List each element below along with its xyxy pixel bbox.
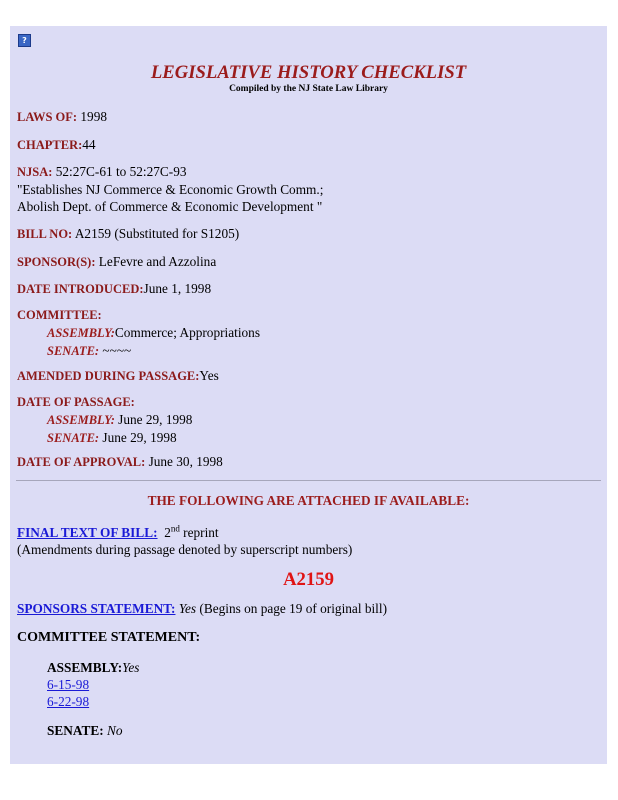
passage-assembly-value: June 29, 1998 xyxy=(114,412,193,427)
cs-assembly-link-2[interactable]: 6-22-98 xyxy=(47,694,90,709)
date-introduced-value: June 1, 1998 xyxy=(143,281,212,296)
njsa-description-1: "Establishes NJ Commerce & Economic Growth Comm.; xyxy=(17,182,324,197)
amended-row xyxy=(17,367,219,385)
final-text-suffix: reprint xyxy=(179,525,219,540)
committee-senate-label: SENATE: xyxy=(47,344,100,358)
final-text-link[interactable]: FINAL TEXT OF BILL: xyxy=(17,525,158,540)
bill-no-row xyxy=(17,225,239,243)
date-introduced-label: DATE INTRODUCED: xyxy=(17,282,144,296)
final-text-sup: nd xyxy=(170,523,180,534)
bill-no-label: BILL NO: xyxy=(17,227,73,241)
cs-senate-row xyxy=(47,722,123,739)
cs-assembly-value: Yes xyxy=(122,660,140,675)
sponsors-statement-value: Yes xyxy=(178,601,197,616)
cs-assembly-link-1[interactable]: 6-15-98 xyxy=(47,677,90,692)
laws-of-value: 1998 xyxy=(77,109,107,124)
cs-senate-label: SENATE: xyxy=(47,723,104,738)
passage-assembly-label: ASSEMBLY: xyxy=(47,413,115,427)
committee-block xyxy=(17,307,260,360)
committee-assembly-value: Commerce; Appropriations xyxy=(114,325,260,340)
njsa-label: NJSA: xyxy=(17,165,53,179)
amended-label: AMENDED DURING PASSAGE: xyxy=(17,369,200,383)
sponsors-statement-note: (Begins on page 19 of original bill) xyxy=(196,601,388,616)
sponsors-value: LeFevre and Azzolina xyxy=(95,254,217,269)
chapter-row xyxy=(17,136,96,154)
sponsors-label: SPONSOR(S): xyxy=(17,255,96,269)
chapter-value: 44 xyxy=(82,137,96,152)
date-approval-label: DATE OF APPROVAL: xyxy=(17,455,146,469)
final-text-block xyxy=(17,524,352,558)
sponsors-row xyxy=(17,253,216,271)
njsa-value: 52:27C-61 to 52:27C-93 xyxy=(52,164,187,179)
cs-senate-value: No xyxy=(106,723,123,738)
bill-number-heading: A2159 xyxy=(283,569,334,590)
date-passage-block xyxy=(17,394,192,447)
final-text-num: 2 xyxy=(164,525,171,540)
laws-of-row xyxy=(17,108,107,126)
date-approval-value: June 30, 1998 xyxy=(145,454,223,469)
passage-senate-value: June 29, 1998 xyxy=(99,430,177,445)
cs-assembly-label: ASSEMBLY: xyxy=(47,660,123,675)
laws-of-label: LAWS OF: xyxy=(17,110,78,124)
page-title: LEGISLATIVE HISTORY CHECKLIST xyxy=(150,62,467,83)
final-text-note: (Amendments during passage denoted by superscript numbers) xyxy=(17,542,353,557)
committee-statement-label: COMMITTEE STATEMENT: xyxy=(17,630,201,645)
committee-senate-value: ~~~~ xyxy=(99,343,132,358)
date-introduced-row xyxy=(17,280,211,298)
cs-assembly-block xyxy=(47,659,139,710)
sponsors-statement-link[interactable]: SPONSORS STATEMENT: xyxy=(17,601,176,616)
chapter-label: CHAPTER: xyxy=(17,138,83,152)
date-passage-label: DATE OF PASSAGE: xyxy=(17,395,135,409)
njsa-block xyxy=(17,163,323,215)
amended-value: Yes xyxy=(199,368,219,383)
page-subtitle: Compiled by the NJ State Law Library xyxy=(229,84,388,94)
committee-assembly-label: ASSEMBLY: xyxy=(47,326,115,340)
committee-label: COMMITTEE: xyxy=(17,308,102,322)
njsa-description-2: Abolish Dept. of Commerce & Economic Development " xyxy=(17,199,323,214)
attached-heading: THE FOLLOWING ARE ATTACHED IF AVAILABLE: xyxy=(147,493,470,508)
bill-no-value: A2159 (Substituted for S1205) xyxy=(72,226,240,241)
document-page xyxy=(10,26,607,764)
sponsors-statement-row xyxy=(17,600,387,617)
passage-senate-label: SENATE: xyxy=(47,431,100,445)
section-divider xyxy=(16,480,601,481)
help-icon[interactable]: ? xyxy=(18,34,31,47)
date-approval-row xyxy=(17,453,223,471)
